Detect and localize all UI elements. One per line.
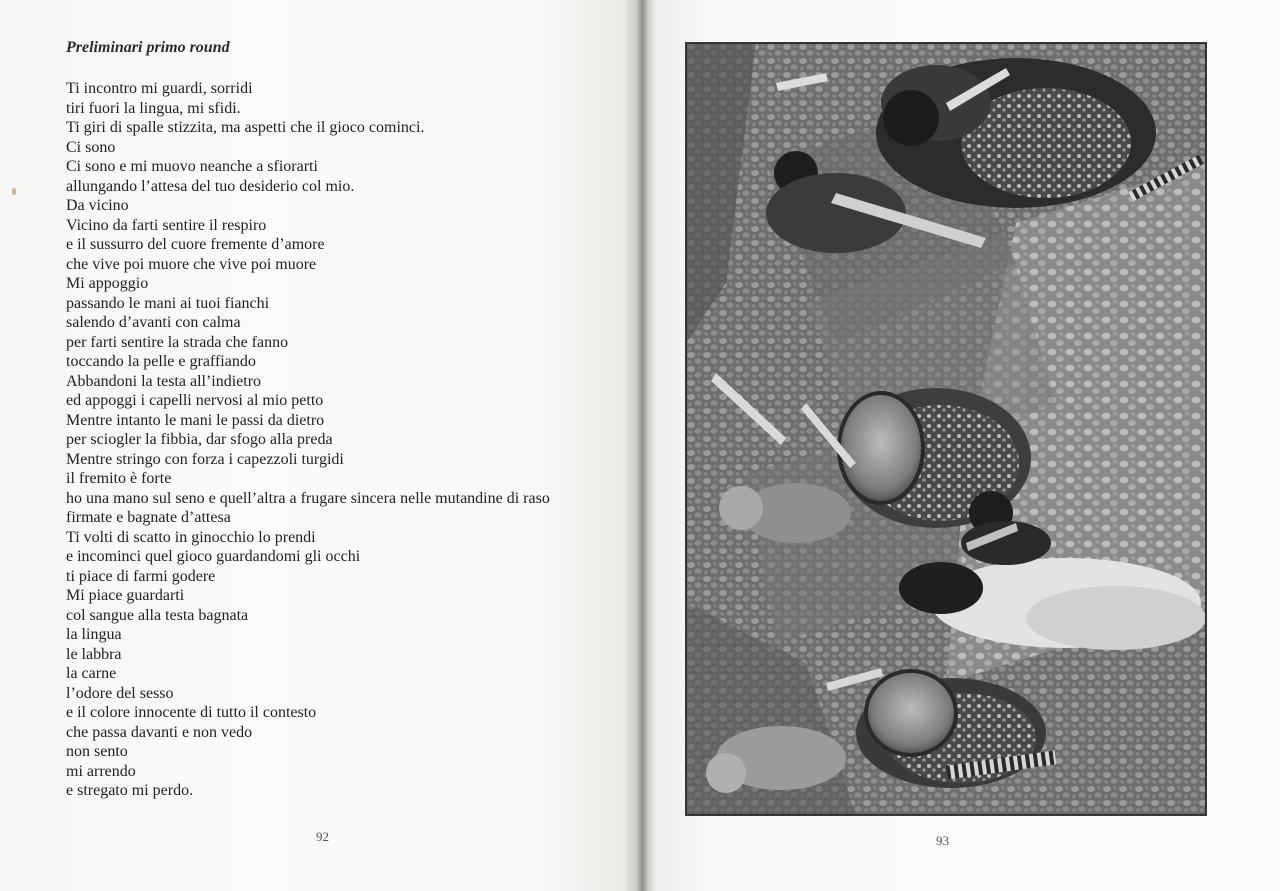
poem-line: e stregato mi perdo. [66,782,194,799]
poem-line: e il colore innocente di tutto il contesto [66,704,317,721]
paper-speck [12,188,16,195]
poem-line: ti piace di farmi godere [66,567,216,585]
poem-line: per farti sentire la strada che fanno [66,333,289,351]
book-gutter [626,0,656,891]
poem-line: tiri fuori la lingua, mi sfidi. [66,99,241,117]
poem-line: ed appoggi i capelli nervosi al mio petto [66,392,324,409]
page-number-left: 92 [316,829,329,844]
poem-line: ho una mano sul seno e quell’altra a frugare sincera nelle mutandine di raso [66,489,550,507]
poem-line: toccando la pelle e graffiando [66,353,256,370]
poem-line: Mi appoggio [66,275,149,292]
poem-line: Ci sono e mi muovo neanche a sfiorarti [66,158,318,175]
poem-title: Preliminari primo round [66,39,230,56]
poem-line: Mi piace guardarti [66,587,185,604]
poem-line: salendo d’avanti con calma [66,314,241,331]
poem-line: Vicino da farti sentire il respiro [66,216,267,234]
poem-line: che passa davanti e non vedo [66,723,253,741]
poem-line: la lingua [66,626,122,643]
poem-line: e incominci quel gioco guardandomi gli occhi [66,548,361,565]
poem-line: Ti volti di scatto in ginocchio lo prendi [66,528,316,546]
poem-line: Mentre intanto le mani le passi da dietro [66,411,325,429]
poem-text [66,79,550,801]
poem-line: firmate e bagnate d’attesa [66,509,231,526]
poem-line: col sangue alla testa bagnata [66,606,249,624]
poem-line: per sciogler la fibbia, dar sfogo alla preda [66,431,333,448]
poem-line: allungando l’attesa del tuo desiderio col mio. [66,177,355,195]
poem-line: Abbandoni la testa all’indietro [66,372,262,390]
poem-line: mi arrendo [66,762,136,780]
left-page [0,0,634,891]
poem-line: le labbra [66,645,122,663]
drummers-photograph [686,43,1206,815]
poem-line: Mentre stringo con forza i capezzoli turgidi [66,450,344,468]
photo-illustration [686,43,1206,815]
poem-line: la carne [66,665,117,682]
poem-line: Da vicino [66,197,129,214]
poem-line: che vive poi muore che vive poi muore [66,255,317,273]
poem-line: Ci sono [66,138,116,156]
poem-line: l’odore del sesso [66,684,174,702]
poem-line: Ti giri di spalle stizzita, ma aspetti che il gioco cominci. [66,119,425,136]
poem-line: passando le mani ai tuoi fianchi [66,294,270,312]
poem-line: e il sussurro del cuore fremente d’amore [66,236,325,253]
page-number-right: 93 [936,833,949,848]
poem-line: non sento [66,743,128,760]
poem-line: il fremito è forte [66,470,172,487]
poem-line: Ti incontro mi guardi, sorridi [66,80,253,97]
